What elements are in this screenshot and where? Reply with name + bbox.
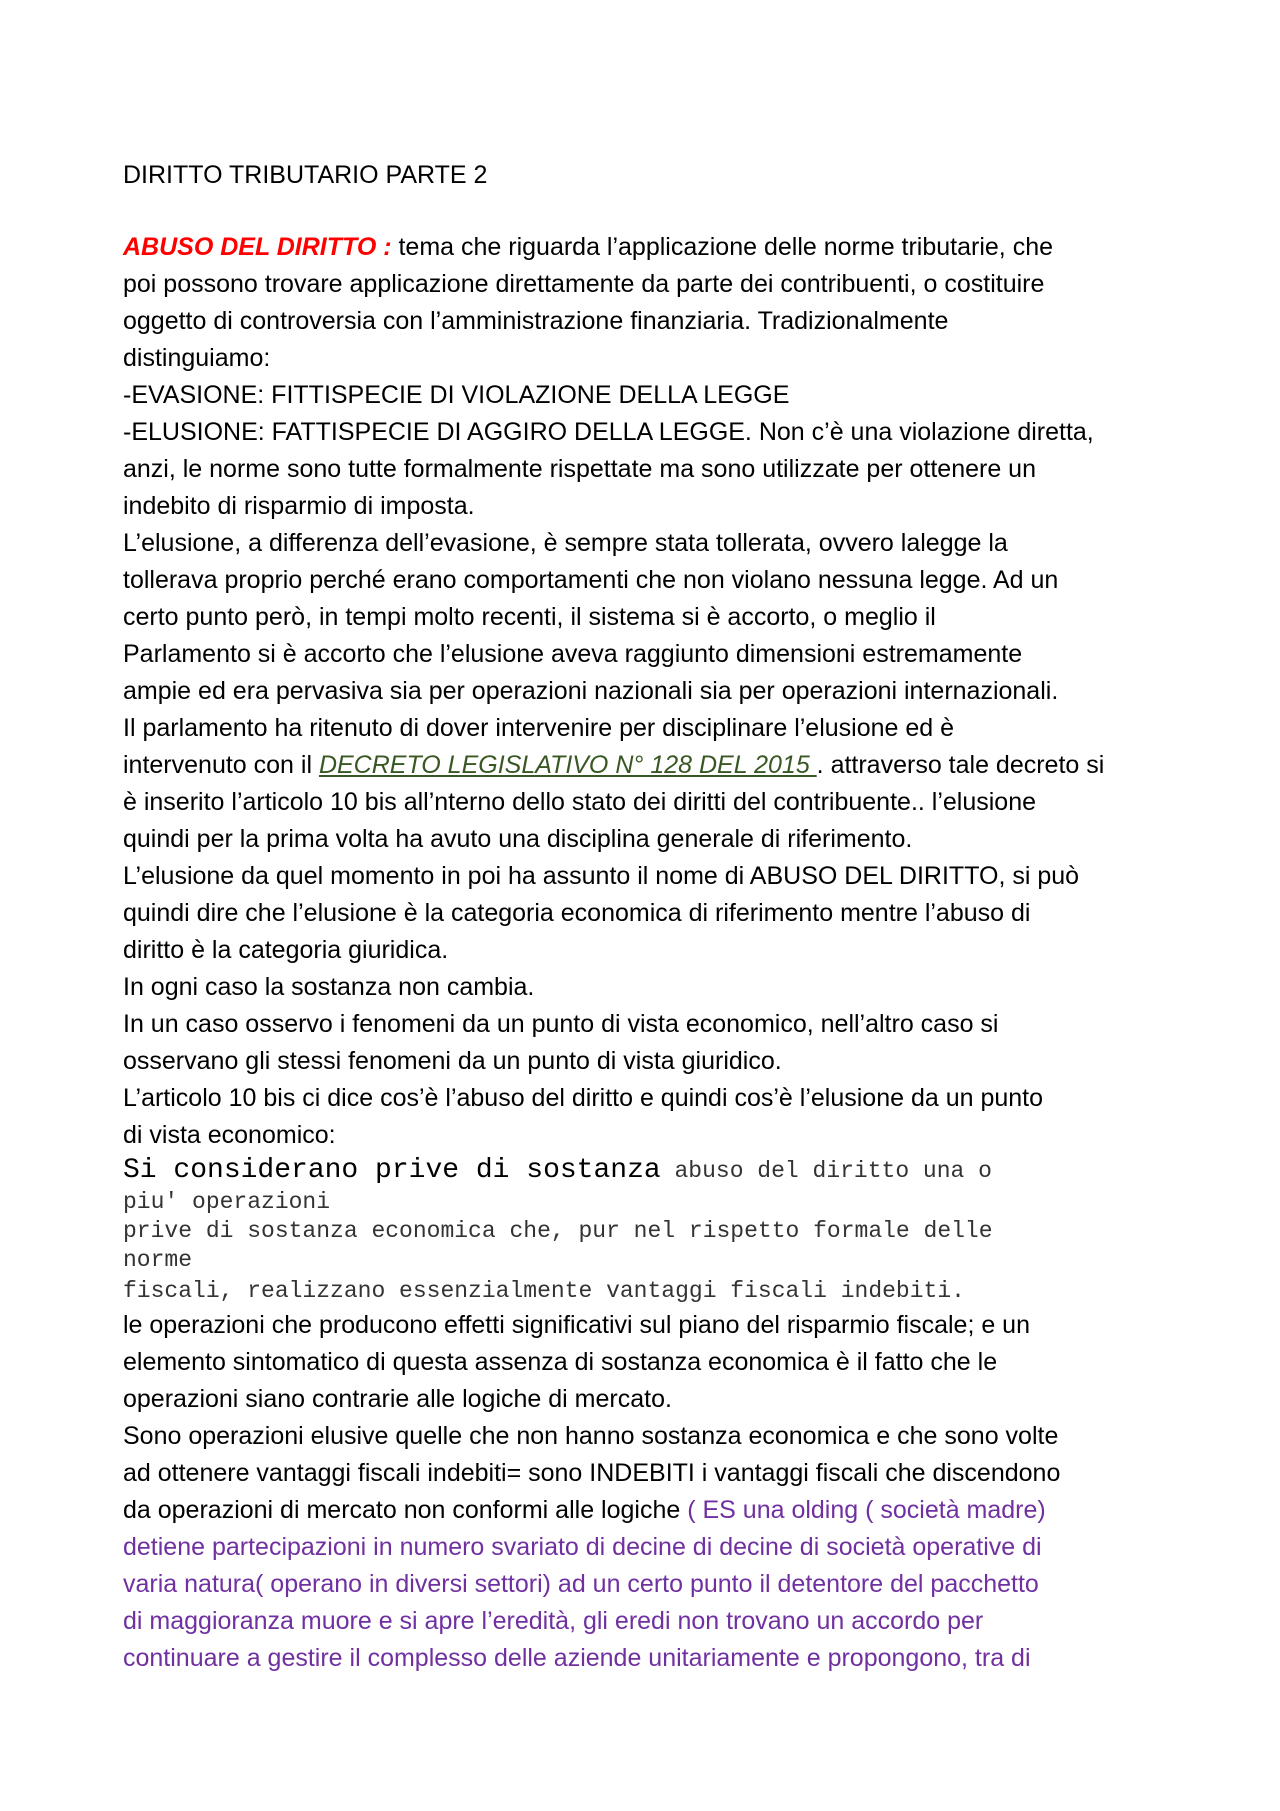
body-line: ampie ed era pervasiva sia per operazioni nazionali sia per operazioni internazionali. — [123, 677, 1059, 705]
mixed-line-text: da operazioni di mercato non conformi alle logiche — [123, 1496, 688, 1524]
intro-first-line-text: tema che riguarda l’applicazione delle norme tributarie, che — [391, 233, 1054, 261]
document-body — [123, 229, 1173, 1677]
body-line: quindi per la prima volta ha avuto una disciplina generale di riferimento. — [123, 825, 913, 853]
example-line: continuare a gestire il complesso delle aziende unitariamente e propongono, tra di — [123, 1644, 1031, 1672]
body-line: certo punto però, in tempi molto recenti, il sistema si è accorto, o meglio il — [123, 603, 936, 631]
decree-prefix: intervenuto con il — [123, 751, 319, 779]
body-line: poi possono trovare applicazione direttamente da parte dei contribuenti, o costituire — [123, 270, 1045, 298]
example-line: varia natura( operano in diversi settori) ad un certo punto il detentore del pacchetto — [123, 1570, 1039, 1598]
body-line: osservano gli stessi fenomeni da un punto di vista giuridico. — [123, 1047, 782, 1075]
body-line: L’elusione, a differenza dell’evasione, è sempre stata tollerata, ovvero lalegge la — [123, 529, 1008, 557]
body-line: In un caso osservo i fenomeni da un punto di vista economico, nell’altro caso si — [123, 1010, 999, 1038]
body-line: elemento sintomatico di questa assenza di sostanza economica è il fatto che le — [123, 1348, 998, 1376]
body-line: oggetto di controversia con l’amministrazione finanziaria. Tradizionalmente — [123, 307, 949, 335]
body-line: operazioni siano contrarie alle logiche di mercato. — [123, 1385, 672, 1413]
body-line: distinguiamo: — [123, 344, 271, 372]
body-line: Il parlamento ha ritenuto di dover intervenire per disciplinare l’elusione ed è — [123, 714, 955, 742]
law-quote-line: prive di sostanza economica che, pur nel rispetto formale delle — [123, 1218, 993, 1244]
body-line: le operazioni che producono effetti significativi sul piano del risparmio fiscale; e un — [123, 1311, 1030, 1339]
law-quote-line: fiscali, realizzano essenzialmente vantaggi fiscali indebiti. — [123, 1278, 965, 1304]
body-line: L’elusione da quel momento in poi ha assunto il nome di ABUSO DEL DIRITTO, si può — [123, 862, 1080, 890]
intro-first-line — [123, 229, 1173, 266]
body-line: -ELUSIONE: FATTISPECIE DI AGGIRO DELLA LEGGE. Non c’è una violazione diretta, — [123, 418, 1094, 446]
law-quote — [123, 1154, 1173, 1307]
example-start: ( ES una olding ( società madre) — [687, 1496, 1046, 1524]
body-line: tollerava proprio perché erano comportamenti che non violano nessuna legge. Ad un — [123, 566, 1059, 594]
body-line: diritto è la categoria giuridica. — [123, 936, 449, 964]
law-quote-line: piu' operazioni — [123, 1189, 331, 1215]
body-line: L’articolo 10 bis ci dice cos’è l’abuso del diritto e quindi cos’è l’elusione da un punto — [123, 1084, 1044, 1112]
law-quote-line: norme — [123, 1247, 193, 1273]
body-line: -EVASIONE: FITTISPECIE DI VIOLAZIONE DELLA LEGGE — [123, 381, 790, 409]
example-line: detiene partecipazioni in numero svariato di decine di decine di società operative di — [123, 1533, 1042, 1561]
body-line: In ogni caso la sostanza non cambia. — [123, 973, 535, 1001]
decree-line — [123, 747, 1173, 784]
document-title: DIRITTO TRIBUTARIO PARTE 2 — [123, 161, 488, 189]
body-line: Parlamento si è accorto che l’elusione aveva raggiunto dimensioni estremamente — [123, 640, 1023, 668]
body-line: è inserito l’articolo 10 bis all’nterno dello stato dei diritti del contribuente.. l’elusione — [123, 788, 1037, 816]
decree-link[interactable]: DECRETO LEGISLATIVO N° 128 DEL 2015 — [318, 751, 817, 779]
example-line: di maggioranza muore e si apre l’eredità, gli eredi non trovano un accordo per — [123, 1607, 984, 1635]
mixed-line — [123, 1492, 1173, 1529]
law-quote-rest: abuso del diritto una o — [660, 1158, 992, 1184]
decree-suffix: . attraverso tale decreto si — [816, 751, 1105, 779]
law-quote-big: Si considerano prive di sostanza — [123, 1155, 661, 1186]
body-line: anzi, le norme sono tutte formalmente rispettate ma sono utilizzate per ottenere un — [123, 455, 1036, 483]
body-line: Sono operazioni elusive quelle che non hanno sostanza economica e che sono volte — [123, 1422, 1059, 1450]
law-quote-line — [123, 1154, 1173, 1188]
body-line: indebito di risparmio di imposta. — [123, 492, 475, 520]
body-line: ad ottenere vantaggi fiscali indebiti= sono INDEBITI i vantaggi fiscali che discendono — [123, 1459, 1061, 1487]
body-line: quindi dire che l’elusione è la categoria economica di riferimento mentre l’abuso di — [123, 899, 1031, 927]
abuse-label: ABUSO DEL DIRITTO : — [123, 233, 392, 261]
body-line: di vista economico: — [123, 1121, 336, 1149]
